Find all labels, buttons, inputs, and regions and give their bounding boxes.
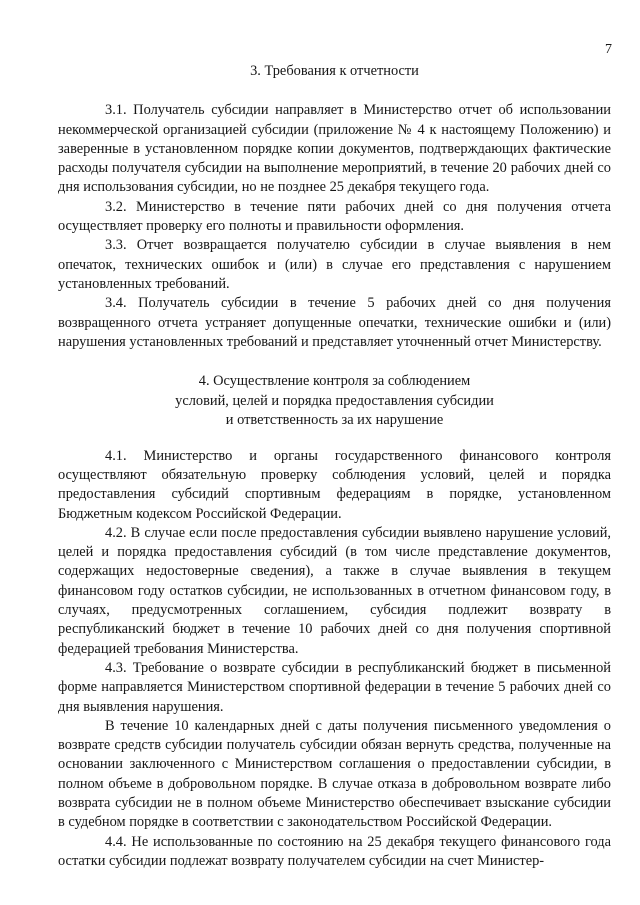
section-3	[58, 62, 611, 352]
paragraph-4-4: 4.4. Не использованные по состоянию на 25 декабря текущего финансового года остатки субсидии подлежат возврату получателем субсидии на счет Министер-	[58, 833, 611, 869]
paragraph-3-3: 3.3. Отчет возвращается получателю субсидии в случае выявления в нем опечаток, технических ошибок и (или) в случае его представления с нарушением установленных требований.	[58, 237, 611, 292]
section-4-title-line-3: и ответственность за их нарушение	[225, 412, 444, 429]
section-4	[58, 447, 611, 872]
paragraph-3-1: 3.1. Получатель субсидии направляет в Министерство отчет об использовании некоммерческой организацией субсидии (приложение № 4 к настоящему Положению) и заверенные в установленном порядке копии документов, подтверждающих фактические расходы получателя субсидии на выполнение мероприятий, в течение 20 рабочих дней со дня использования субсидии, но не позднее 25 декабря текущего года.	[58, 102, 611, 196]
page-number: 7	[605, 42, 612, 57]
section-3-title: 3. Требования к отчетности	[250, 63, 419, 79]
paragraph-4-3-refund: В течение 10 календарных дней с даты получения письменного уведомления о возврате средств субсидии получатель субсидии обязан вернуть средства, полученные на основании заключенного с Министерством соглашения о предоставлении субсидии, в полном объеме в добровольном порядке. В случае отказа в добровольном возврате либо возврата субсидии не в полном объеме Министерство обеспечивает взыскание субсидии в судебном порядке в соответствии с законодательством Российской Федерации.	[58, 717, 611, 831]
paragraph-4-2: 4.2. В случае если после предоставления субсидии выявлено нарушение условий, целей и порядка предоставления субсидий (в том числе представление документов, содержащих недостоверные сведения), а также в случае выявления в текущем финансовом году остатков субсидии, не использованных в отчетном финансовом году, в случаях, предусмотренных соглашением, субсидия подлежит возврату в республиканский бюджет в течение 10 рабочих дней со дня получения спортивной федерацией требования Министерства.	[58, 524, 611, 657]
section-4-title	[58, 372, 611, 431]
section-4-title-line-2: условий, целей и порядка предоставления субсидии	[175, 392, 494, 409]
paragraph-4-3: 4.3. Требование о возврате субсидии в республиканский бюджет в письменной форме направляется Министерством спортивной федерации в течение 5 рабочих дней со дня выявления нарушения.	[58, 659, 611, 715]
document-body	[58, 62, 611, 871]
paragraph-4-1: 4.1. Министерство и органы государственного финансового контроля осуществляют обязательную проверку соблюдения условий, целей и порядка предоставления субсидий спортивным федерациям в порядке, установленном Бюджетным кодексом Российской Федерации.	[58, 447, 611, 522]
section-4-title-line-1: 4. Осуществление контроля за соблюдением	[198, 373, 471, 390]
paragraph-3-2: 3.2. Министерство в течение пяти рабочих дней со дня получения отчета осуществляет проверку его полноты и правильности оформления.	[58, 198, 611, 235]
paragraph-3-4: 3.4. Получатель субсидии в течение 5 рабочих дней со дня получения возвращенного отчета устраняет допущенные опечатки, технические ошибки и (или) нарушения установленных требований и представляет уточненный отчет Министерству.	[58, 295, 611, 350]
